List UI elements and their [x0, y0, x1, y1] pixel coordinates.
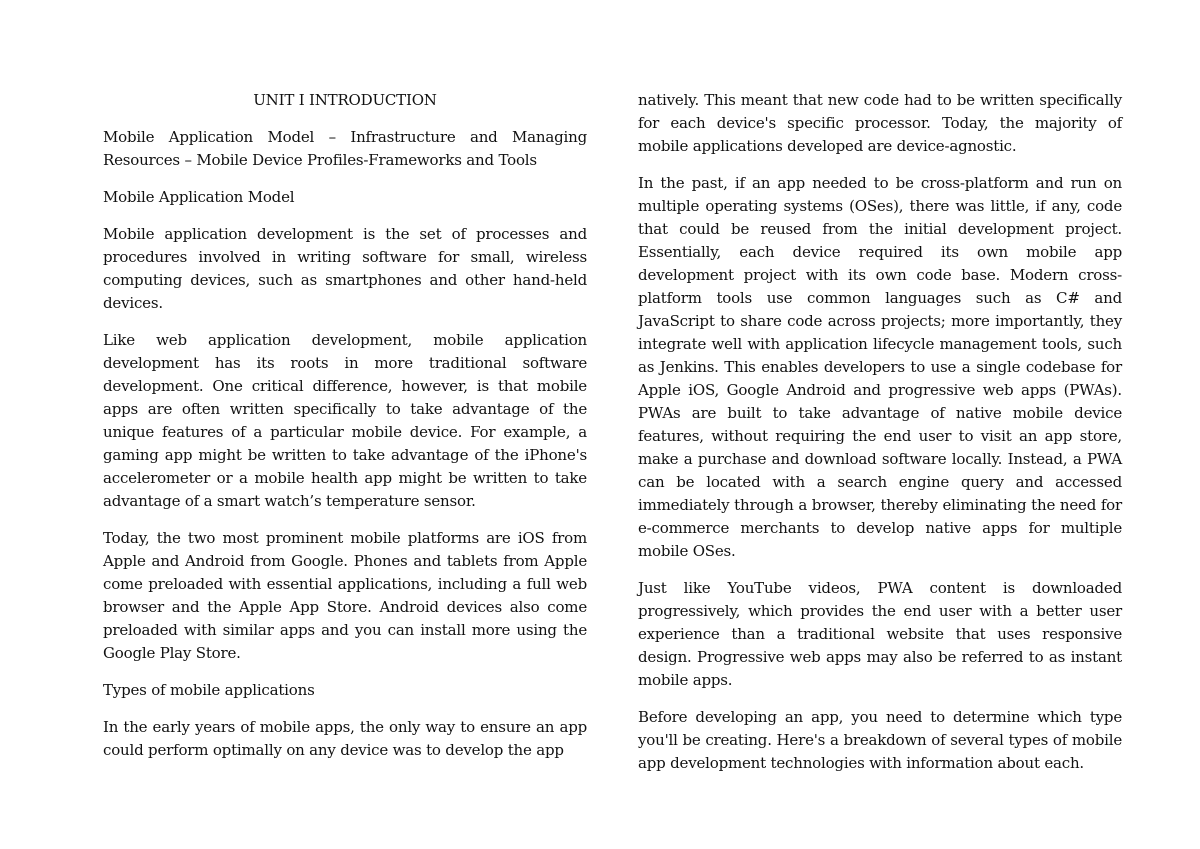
before-developing-paragraph: Before developing an app, you need to determine which type you'll be creating. Here's a breakdown of several types of mobile app development technologies with information about each. — [638, 708, 1122, 772]
syllabus-paragraph: Mobile Application Model – Infrastructure and Managing Resources – Mobile Device Profiles-Frameworks and Tools — [103, 128, 587, 169]
like-web-paragraph: Like web application development, mobile application development has its roots in more traditional software development. One critical difference, however, is that mobile apps are often written specifically to take advantage of the unique features of a particular mobile device. For example, a gaming app might be written to take advantage of the iPhone's accelerometer or a mobile health app might be written to take advantage of a smart watch’s temperature sensor. — [103, 331, 587, 510]
section-heading-mobile-application-model: Mobile Application Model — [103, 188, 295, 206]
right-column — [638, 89, 1122, 789]
left-column — [103, 89, 587, 776]
unit-title: UNIT I INTRODUCTION — [253, 91, 437, 109]
natively-paragraph: natively. This meant that new code had to be written specifically for each device's specific processor. Today, the majority of mobile applications developed are device-agnostic. — [638, 91, 1122, 155]
cross-platform-paragraph: In the past, if an app needed to be cross-platform and run on multiple operating systems (OSes), there was little, if any, code that could be reused from the initial development project. Essentially, each device required its own mobile app development project with its own code base. Modern cross-platform tools use common languages such as C# and JavaScript to share code across projects; more importantly, they integrate well with application lifecycle management tools, such as Jenkins. This enables developers to use a single codebase for Apple iOS, Google Android and progressive web apps (PWAs). PWAs are built to take advantage of native mobile device features, without requiring the end user to visit an app store, make a purchase and download software locally. Instead, a PWA can be located with a search engine query and accessed immediately through a browser, thereby eliminating the need for e-commerce merchants to develop native apps for multiple mobile OSes. — [638, 174, 1122, 560]
today-platforms-paragraph: Today, the two most prominent mobile platforms are iOS from Apple and Android from Google. Phones and tablets from Apple come preloaded with essential applications, including a full web browser and the Apple App Store. Android devices also come preloaded with similar apps and you can install more using the Google Play Store. — [103, 529, 587, 662]
definition-paragraph: Mobile application development is the set of processes and procedures involved in writing software for small, wireless computing devices, such as smartphones and other hand-held devices. — [103, 225, 587, 312]
early-years-paragraph: In the early years of mobile apps, the only way to ensure an app could perform optimally on any device was to develop the app — [103, 718, 587, 759]
section-heading-types: Types of mobile applications — [103, 681, 315, 699]
youtube-paragraph: Just like YouTube videos, PWA content is downloaded progressively, which provides the end user with a better user experience than a traditional website that uses responsive design. Progressive web apps may also be referred to as instant mobile apps. — [638, 579, 1122, 689]
